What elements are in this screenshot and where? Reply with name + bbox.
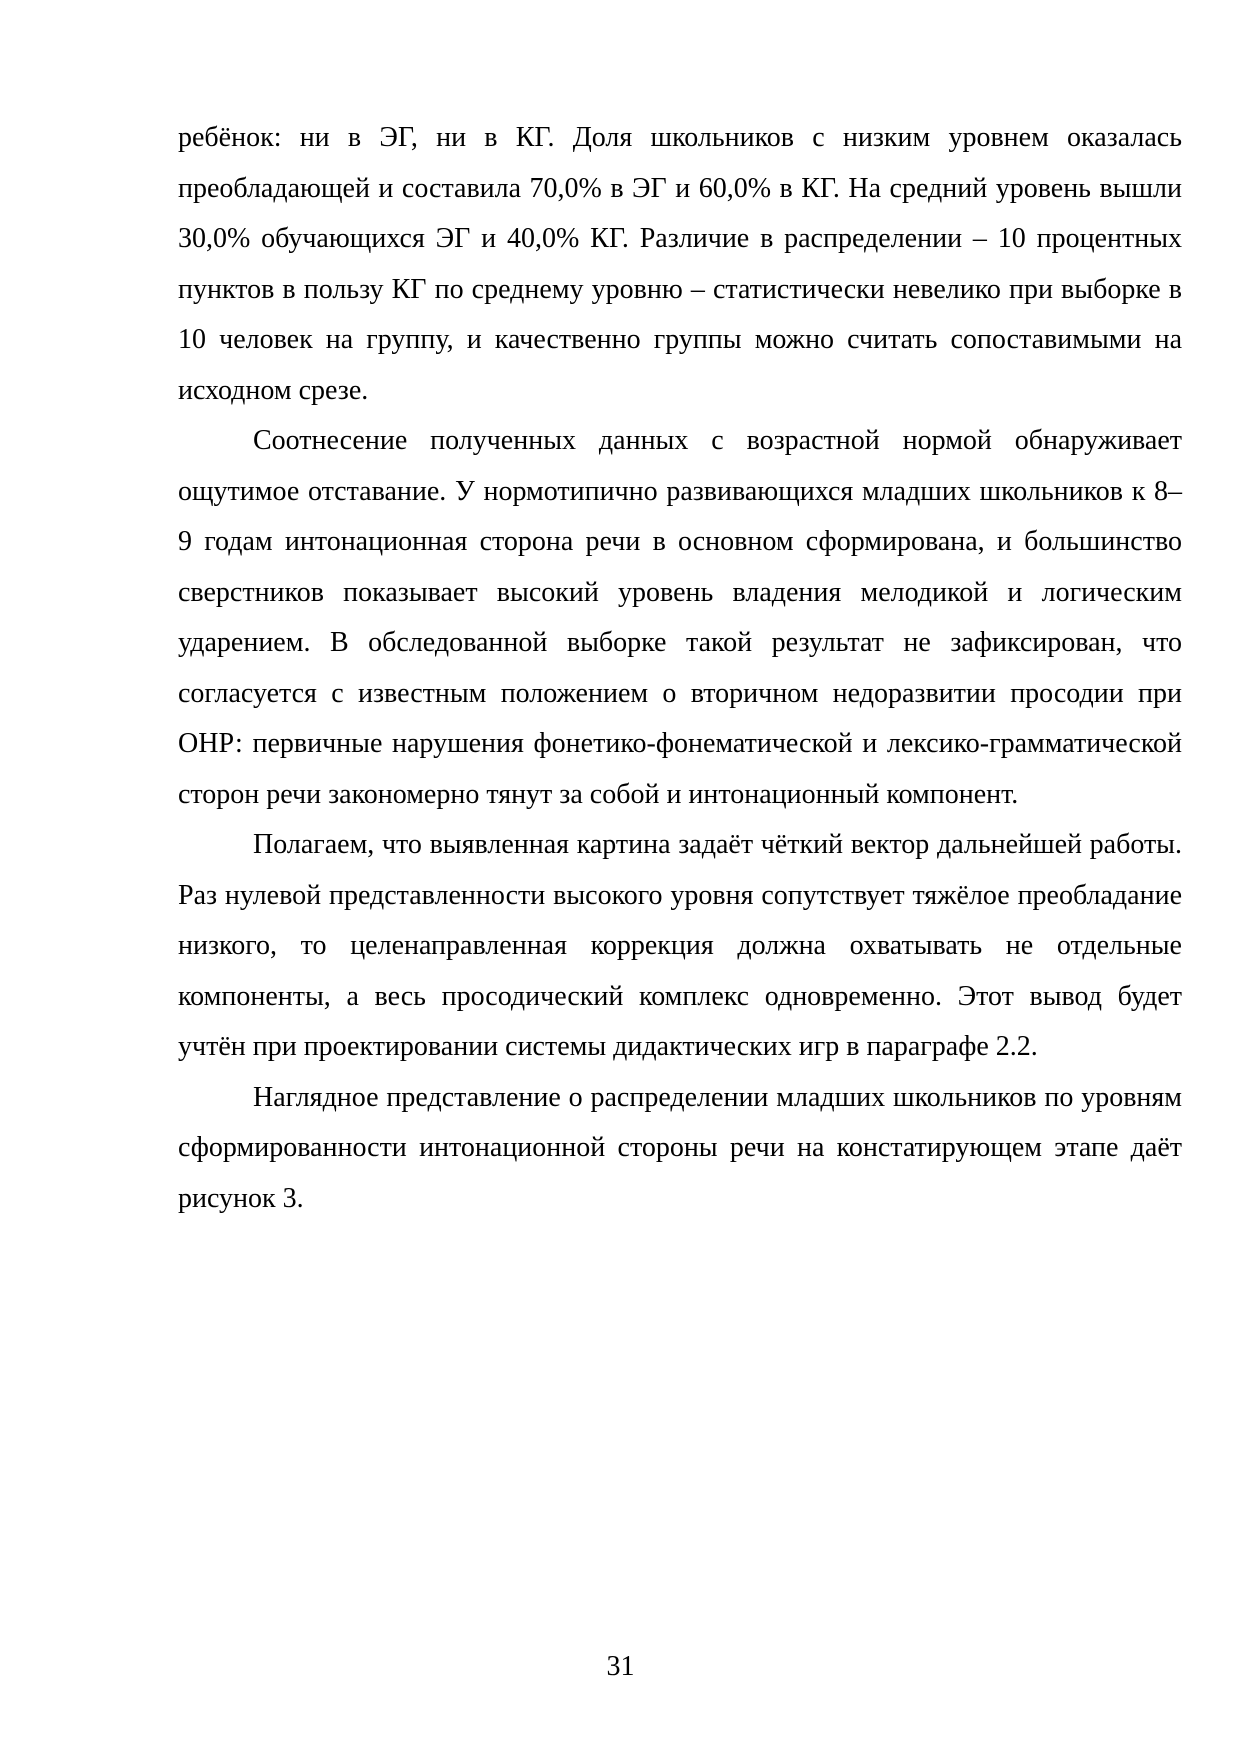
paragraph-age-norm: Соотнесение полученных данных с возрастной нормой обнаруживает ощутимое отставание. У нормотипично развивающихся младших школьников к 8–9 годам интонационная сторона речи в основном сформирована, и большинство сверстников показывает высокий уровень владения мелодикой и логическим ударением. В обследованной выборке такой результат не зафиксирован, что согласуется с известным положением о вторичном недоразвитии просодии при ОНР: первичные нарушения фонетико-фонематической и лексико-грамматической сторон речи закономерно тянут за собой и интонационный компонент. <box>178 425 1182 810</box>
paragraph-figure-reference: Наглядное представление о распределении младших школьников по уровням сформированности интонационной стороны речи на констатирующем этапе даёт рисунок 3. <box>178 1081 1182 1214</box>
page-number: 31 <box>606 1651 635 1682</box>
body-text <box>178 113 1182 1224</box>
paragraph-work-vector: Полагаем, что выявленная картина задаёт чёткий вектор дальнейшей работы. Раз нулевой представленности высокого уровня сопутствует тяжёлое преобладание низкого, то целенаправленная коррекция должна охватывать не отдельные компоненты, а весь просодический комплекс одновременно. Этот вывод будет учтён при проектировании системы дидактических игр в параграфе 2.2. <box>178 829 1182 1062</box>
paragraph-continuation: ребёнок: ни в ЭГ, ни в КГ. Доля школьников с низким уровнем оказалась преобладающей и составила 70,0% в ЭГ и 60,0% в КГ. На средний уровень вышли 30,0% обучающихся ЭГ и 40,0% КГ. Различие в распределении – 10 процентных пунктов в пользу КГ по среднему уровню – статистически невелико при выборке в 10 человек на группу, и качественно группы можно считать сопоставимыми на исходном срезе. <box>178 122 1182 406</box>
